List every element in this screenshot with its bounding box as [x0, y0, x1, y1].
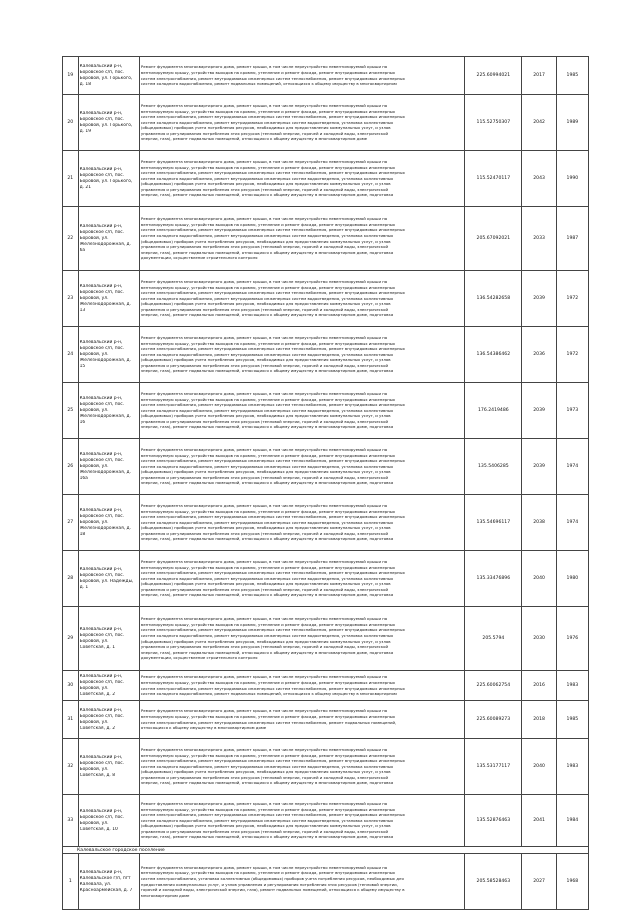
table-row: [63, 439, 589, 495]
built-year-cell: 1985: [556, 57, 588, 95]
works-line: Ремонт фундамента многоквартирного дома, ремонт крыши, в том числе переустройство невентилируемой крыши на: [140, 334, 388, 340]
works-line: вентилируемую крышу, устройство выходов на кровлю, утепление и ремонт фасада, ремонт внутридомовых инженерных: [140, 69, 396, 75]
table-row: [63, 551, 589, 607]
address-cell: [78, 57, 139, 95]
works-line: (общедомовых) приборов учета потребления ресурсов, необходимых для предоставления коммунальных услуг, и узлов: [140, 469, 391, 475]
works-line: (общедомовых) приборов учета потребления ресурсов, необходимых для предоставления коммунальных услуг, и узлов: [140, 238, 391, 244]
row-number: 30: [63, 671, 79, 701]
works-line: систем электроснабжения, ремонт внутридомовых инженерных систем теплоснабжения, ремонт внутридомовых инженерных: [140, 812, 405, 818]
works-cell: [139, 271, 464, 327]
address-line: Калевальский р-н,: [79, 395, 123, 401]
works-line: управления и регулирования потребления этих ресурсов (тепловой энергии, горячей и холодной воды, электрической: [140, 644, 389, 650]
works-line: Ремонт фундамента многоквартирного дома, ремонт крыши, в том числе переустройство невентилируемой крыши на: [140, 278, 388, 284]
works-cell: [139, 495, 464, 551]
address-line: Калевальский р-н,: [79, 754, 123, 760]
built-year-cell: 1980: [556, 551, 588, 607]
works-line: систем холодного водоснабжения, ремонт внутридомовых инженерных систем водоотведения, установка коллективных: [140, 175, 394, 181]
plan-year-cell: 2039: [522, 271, 556, 327]
built-year-cell: 1968: [556, 854, 588, 910]
area-cell: 176.2419486: [465, 383, 522, 439]
works-line: энергии, газа), ремонт подвальных помещений, относящихся к общему имуществу в многоквартирном доме, подготовка: [140, 592, 394, 598]
works-line: управления и регулирования потребления этих ресурсов (тепловой энергии, горячей и холодной воды, электрической: [140, 530, 389, 536]
table-row: [63, 207, 589, 271]
plan-year-cell: 2017: [522, 57, 556, 95]
works-line: систем электроснабжения, ремонт внутридомовых инженерных систем теплоснабжения, ремонт внутридомовых инженерных: [140, 627, 405, 633]
table-row: [63, 95, 589, 151]
built-year-cell: 1974: [556, 439, 588, 495]
address-cell: [78, 551, 139, 607]
table-row: [63, 607, 589, 671]
works-line: систем электроснабжения, установка коллективных (общедомовых) приборов учета потребления ресурсов, необходимых для: [140, 875, 404, 881]
area-cell: 205.58528463: [465, 854, 522, 910]
table-row: [63, 671, 589, 701]
works-line: Ремонт фундамента многоквартирного дома, ремонт крыши, в том числе переустройство невентилируемой крыши на: [140, 558, 388, 564]
works-line: систем электроснабжения, ремонт внутридомовых инженерных систем теплоснабжения, ремонт внутридомовых инженерных: [140, 346, 405, 352]
area-cell: 225.60089273: [465, 701, 522, 739]
row-number: 28: [63, 551, 79, 607]
works-line: вентилируемую крышу, устройство выходов на кровлю, утепление и ремонт фасада, ремонт внутридомовых инженерных: [140, 284, 396, 290]
works-cell: [139, 551, 464, 607]
address-line: Красноармейская, д. 7: [79, 887, 133, 893]
built-year-cell: 1973: [556, 383, 588, 439]
address-line: Боровой, ул. Горького,: [79, 178, 133, 184]
address-line: д. 18: [79, 81, 91, 87]
row-number: 22: [63, 207, 79, 271]
works-line: систем электроснабжения, ремонт внутридомовых инженерных систем теплоснабжения, ремонт внутридомовых инженерных: [140, 758, 405, 764]
works-line: энергии, газа), ремонт подвальных помещений, относящихся к общему имуществу в многоквартирном доме, подготовка: [140, 834, 394, 840]
address-cell: [78, 854, 139, 910]
address-cell: [78, 327, 139, 383]
row-number: 26: [63, 439, 79, 495]
built-year-cell: 1990: [556, 151, 588, 207]
address-line: Калевальский р-н,: [79, 507, 123, 513]
address-cell: [78, 671, 139, 701]
works-line: систем холодного водоснабжения, ремонт подвальных помещений, относящихся к общему имуществу в многоквартирном: [140, 691, 397, 697]
works-line: управления и регулирования потребления этих ресурсов (тепловой энергии, горячей и холодной воды, электрической: [140, 306, 389, 312]
address-line: Боровское с/п, пос.: [79, 814, 125, 820]
works-line: (общедомовых) приборов учета потребления ресурсов, необходимых для предоставления коммунальных услуг, и узлов: [140, 638, 391, 644]
works-line: документации, осуществление строительного контроля: [140, 655, 258, 661]
works-line: систем электроснабжения, ремонт внутридомовых инженерных систем теплоснабжения, ремонт внутридомовых инженерных: [140, 290, 405, 296]
address-cell: [78, 207, 139, 271]
address-line: Калевальский р-н,: [79, 707, 123, 713]
table-row: [63, 795, 589, 847]
works-line: Ремонт фундамента многоквартирного дома, ремонт крыши, в том числе переустройство невентилируемой крыши на: [140, 616, 388, 622]
works-cell: [139, 383, 464, 439]
works-line: управления и регулирования потребления этих ресурсов (тепловой энергии, горячей и холодной воды, электрической: [140, 244, 389, 250]
area-cell: 225.60062754: [465, 671, 522, 701]
works-line: управления и регулирования потребления этих ресурсов (тепловой энергии, горячей и холодной воды, электрической: [140, 774, 389, 780]
works-line: энергии, газа), ремонт подвальных помещений, относящихся к общему имуществу в многоквартирном доме, подготовка: [140, 192, 394, 198]
table-row: [63, 57, 589, 95]
address-line: Железнодорожная, д.: [79, 525, 131, 531]
works-line: (общедомовых) приборов учета потребления ресурсов, необходимых для предоставления коммунальных услуг, и узлов: [140, 181, 391, 187]
address-line: Боровой, ул.: [79, 407, 109, 413]
works-line: энергии, газа), ремонт подвальных помещений, относящихся к общему имуществу в многоквартирном доме, подготовка: [140, 368, 394, 374]
address-cell: [78, 383, 139, 439]
works-line: энергии, газа), ремонт подвальных помещений, относящихся к общему имуществу в многоквартирном доме: [140, 136, 368, 142]
works-line: систем электроснабжения, ремонт внутридомовых инженерных систем теплоснабжения, ремонт внутридомовых инженерных: [140, 227, 405, 233]
works-line: систем электроснабжения, ремонт внутридомовых инженерных систем теплоснабжения, ремонт внутридомовых инженерных: [140, 514, 405, 520]
works-line: вентилируемую крышу, устройство выходов на кровлю, утепление и ремонт фасада, ремонт внутридомовых инженерных: [140, 108, 396, 114]
address-cell: [78, 271, 139, 327]
works-cell: [139, 95, 464, 151]
works-cell: [139, 701, 464, 739]
address-line: Железнодорожная, д.: [79, 357, 131, 363]
address-cell: [78, 151, 139, 207]
built-year-cell: 1984: [556, 795, 588, 847]
works-cell: [139, 607, 464, 671]
address-line: Боровское с/п, пос.: [79, 713, 125, 719]
address-line: Боровой, ул.: [79, 719, 109, 725]
plan-year-cell: 2038: [522, 495, 556, 551]
table-row: [63, 151, 589, 207]
area-cell: 205.67092021: [465, 207, 522, 271]
plan-year-cell: 2043: [522, 151, 556, 207]
address-line: Советская, д. 2: [79, 691, 115, 697]
address-line: Боровой, ул.: [79, 685, 109, 691]
address-line: Боровское с/п, пос.: [79, 116, 125, 122]
address-line: Калевальский р-н,: [79, 110, 123, 116]
address-line: 16a: [79, 475, 88, 481]
works-line: Ремонт фундамента многоквартирного дома, ремонт крыши, в том числе переустройство невентилируемой крыши на: [140, 746, 388, 752]
plan-year-cell: 2036: [522, 327, 556, 383]
works-line: Ремонт фундамента многоквартирного дома, ремонт крыши, в том числе переустройство невентилируемой крыши на: [140, 674, 388, 680]
works-line: (общедомовых) приборов учета потребления ресурсов, необходимых для предоставления коммунальных услуг, и узлов: [140, 525, 391, 531]
address-line: Калевальский р-н,: [79, 283, 123, 289]
address-line: Боровское с/п, пос.: [79, 632, 125, 638]
works-line: систем холодного водоснабжения, ремонт внутридомовых инженерных систем водоотведения, установка коллективных: [140, 763, 394, 769]
table-row: [63, 854, 589, 910]
address-line: 13: [79, 307, 86, 313]
works-line: вентилируемую крышу, устройство выходов на кровлю, утепление и ремонт фасада, ремонт внутридомовых инженерных: [140, 679, 396, 685]
works-cell: [139, 327, 464, 383]
address-line: Советская, д. 2: [79, 725, 115, 731]
works-cell: [139, 439, 464, 495]
address-line: Боровой, ул.: [79, 519, 109, 525]
works-line: Ремонт фундамента многоквартирного дома, ремонт крыши, в том числе переустройство невентилируемой крыши на: [140, 864, 388, 870]
works-line: систем электроснабжения, ремонт внутридомовых инженерных систем теплоснабжения, ремонт внутридомовых инженерных: [140, 685, 405, 691]
works-line: энергии, газа), ремонт подвальных помещений, относящихся к общему имуществу в многоквартирном доме, подготовка: [140, 536, 394, 542]
area-cell: 135.54696117: [465, 495, 522, 551]
works-line: управления и регулирования потребления этих ресурсов (тепловой энергии, горячей и холодной воды, электрической: [140, 186, 389, 192]
address-cell: [78, 795, 139, 847]
works-line: (общедомовых) приборов учета потребления ресурсов, необходимых для предоставления коммунальных услуг, и узлов: [140, 581, 391, 587]
works-line: вентилируемую крышу, устройство выходов на кровлю, утепление и ремонт фасада, ремонт внутридомовых инженерных: [140, 221, 396, 227]
address-line: Железнодорожная, д.: [79, 413, 131, 419]
area-cell: 135.52876463: [465, 795, 522, 847]
address-line: Боровское с/п, пос.: [79, 289, 125, 295]
works-line: вентилируемую крышу, устройство выходов на кровлю, утепление и ремонт фасада, ремонт внутридомовых инженерных: [140, 564, 396, 570]
section-row: [63, 847, 589, 854]
address-line: Калевальское г/п, пгт: [79, 875, 131, 881]
address-line: Железнодорожная, д.: [79, 241, 131, 247]
works-line: Ремонт фундамента многоквартирного дома, ремонт крыши, в том числе переустройство невентилируемой крыши на: [140, 158, 388, 164]
plan-year-cell: 2041: [522, 795, 556, 847]
works-cell: [139, 671, 464, 701]
row-number: 20: [63, 95, 79, 151]
works-line: систем электроснабжения, ремонт внутридомовых инженерных систем теплоснабжения, ремонт внутридомовых инженерных: [140, 170, 405, 176]
area-cell: 225.60994021: [465, 57, 522, 95]
address-line: Советская, д. 10: [79, 826, 118, 832]
address-line: Боровой, ул.: [79, 351, 109, 357]
address-cell: [78, 739, 139, 795]
works-line: энергии, газа), ремонт подвальных помещений, относящихся к общему имуществу в многоквартирном доме, подготовка: [140, 480, 394, 486]
address-cell: [78, 701, 139, 739]
address-line: Боровское с/п, пос.: [79, 172, 125, 178]
works-line: многоквартирном доме: [140, 892, 190, 898]
table-row: [63, 383, 589, 439]
document-page: [62, 56, 589, 910]
works-line: систем холодного водоснабжения, ремонт внутридомовых инженерных систем водоотведения, установка коллективных: [140, 519, 394, 525]
address-line: Боровой, ул.: [79, 638, 109, 644]
row-number: 33: [63, 795, 79, 847]
works-line: энергии, газа), ремонт подвальных помещений, относящихся к общему имуществу в многоквартирном доме, подготовка: [140, 249, 394, 255]
works-line: энергии, газа), ремонт подвальных помещений, относящихся к общему имуществу в многоквартирном доме, подготовка: [140, 649, 394, 655]
address-line: Боровское с/п, пос.: [79, 572, 125, 578]
works-line: систем электроснабжения, ремонт внутридомовых инженерных систем теплоснабжения, ремонт внутридомовых инженерных: [140, 402, 405, 408]
address-line: Калевальский р-н,: [79, 626, 123, 632]
works-line: управления и регулирования потребления этих ресурсов (тепловой энергии, горячей и холодной воды, электрической: [140, 130, 389, 136]
address-line: Калевальский р-н,: [79, 566, 123, 572]
works-cell: [139, 795, 464, 847]
address-line: Боровское с/п, пос.: [79, 513, 125, 519]
works-line: вентилируемую крышу, устройство выходов на кровлю, утепление и ремонт фасада, ремонт внутридомовых инженерных: [140, 508, 396, 514]
works-line: систем холодного водоснабжения, ремонт внутридомовых инженерных систем водоотведения, установка коллективных: [140, 295, 394, 301]
built-year-cell: 1972: [556, 327, 588, 383]
built-year-cell: 1985: [556, 701, 588, 739]
address-line: Боровой, ул.: [79, 235, 109, 241]
address-line: Калевальский р-н,: [79, 166, 123, 172]
works-line: вентилируемую крышу, устройство выходов на кровлю, утепление и ремонт фасада, ремонт внутридомовых инженерных: [140, 713, 396, 719]
area-cell: 115.52750307: [465, 95, 522, 151]
area-cell: 135.5406285: [465, 439, 522, 495]
address-line: 18: [79, 531, 86, 537]
address-cell: [78, 95, 139, 151]
works-line: вентилируемую крышу, устройство выходов на кровлю, утепление и ремонт фасада, ремонт внутридомовых инженерных: [140, 806, 396, 812]
plan-year-cell: 2027: [522, 854, 556, 910]
works-line: управления и регулирования потребления этих ресурсов (тепловой энергии, горячей и холодной воды, электрической: [140, 474, 389, 480]
works-line: относящихся к общему имуществу в многоквартирном доме: [140, 725, 267, 731]
area-cell: 135.33476896: [465, 551, 522, 607]
works-line: систем электроснабжения, ремонт внутридомовых инженерных систем теплоснабжения, ремонт внутридомовых инженерных: [140, 570, 405, 576]
works-line: систем холодного водоснабжения, ремонт внутридомовых инженерных систем водоотведения, установка коллективных: [140, 632, 394, 638]
works-line: вентилируемую крышу, устройство выходов на кровлю, утепление и ремонт фасада, ремонт внутридомовых инженерных: [140, 752, 396, 758]
address-cell: [78, 439, 139, 495]
address-line: Боровой, ул.: [79, 463, 109, 469]
works-line: вентилируемую крышу, устройство выходов на кровлю, утепление и ремонт фасада, ремонт внутридомовых инженерных: [140, 396, 396, 402]
row-number: 32: [63, 739, 79, 795]
area-cell: 135.53177117: [465, 739, 522, 795]
plan-year-cell: 2033: [522, 207, 556, 271]
works-line: Ремонт фундамента многоквартирного дома, ремонт крыши, в том числе переустройство невентилируемой крыши на: [140, 64, 388, 70]
address-line: Калевальский р-н,: [79, 673, 123, 679]
row-number: 29: [63, 607, 79, 671]
address-line: Боровское с/п, пос.: [79, 401, 125, 407]
built-year-cell: 1972: [556, 271, 588, 327]
works-line: систем холодного водоснабжения, ремонт внутридомовых инженерных систем водоотведения, установка коллективных: [140, 232, 394, 238]
works-line: Ремонт фундамента многоквартирного дома, ремонт крыши, в том числе переустройство невентилируемой крыши на: [140, 502, 388, 508]
area-cell: 205.5794: [465, 607, 522, 671]
plan-year-cell: 2042: [522, 95, 556, 151]
address-line: Калевала, ул.: [79, 881, 112, 887]
works-line: (общедомовых) приборов учета потребления ресурсов, необходимых для предоставления коммунальных услуг, и узлов: [140, 769, 391, 775]
works-line: (общедомовых) приборов учета потребления ресурсов, необходимых для предоставления коммунальных услуг, и узлов: [140, 357, 391, 363]
works-line: горячей и холодной воды, электрической энергии, газа), ремонт подвальных помещений, относящихся к общему имуществу в: [140, 887, 405, 893]
built-year-cell: 1983: [556, 671, 588, 701]
address-line: Железнодорожная, д.: [79, 301, 131, 307]
built-year-cell: 1983: [556, 739, 588, 795]
address-line: Боровское с/п, пос.: [79, 760, 125, 766]
works-line: систем электроснабжения, ремонт внутридомовых инженерных систем теплоснабжения, ремонт подвальных помещений,: [140, 719, 397, 725]
row-number: 24: [63, 327, 79, 383]
works-line: систем холодного водоснабжения, ремонт внутридомовых инженерных систем водоотведения, установка коллективных: [140, 817, 394, 823]
works-line: энергии, газа), ремонт подвальных помещений, относящихся к общему имуществу в многоквартирном доме, подготовка: [140, 780, 394, 786]
works-line: предоставления коммунальных услуг, и узлов управления и регулирования потребления этих ресурсов (тепловой энергии,: [140, 881, 398, 887]
address-line: Боровское с/п, пос.: [79, 345, 125, 351]
built-year-cell: 1989: [556, 95, 588, 151]
works-line: Ремонт фундамента многоквартирного дома, ремонт крыши, в том числе переустройство невентилируемой крыши на: [140, 390, 388, 396]
address-cell: [78, 607, 139, 671]
plan-year-cell: 2039: [522, 383, 556, 439]
works-line: (общедомовых) приборов учета потребления ресурсов, необходимых для предоставления коммунальных услуг, и узлов: [140, 413, 391, 419]
table-body: [63, 57, 589, 910]
address-line: Советская, д. 1: [79, 644, 115, 650]
built-year-cell: 1974: [556, 495, 588, 551]
area-cell: 115.52470117: [465, 151, 522, 207]
built-year-cell: 1976: [556, 607, 588, 671]
plan-year-cell: 2039: [522, 439, 556, 495]
address-line: 15: [79, 363, 86, 369]
address-line: Советская, д. 8: [79, 772, 115, 778]
works-line: Ремонт фундамента многоквартирного дома, ремонт крыши, в том числе переустройство невентилируемой крыши на: [140, 102, 388, 108]
works-line: вентилируемую крышу, устройство выходов на кровлю, утепление и ремонт фасада, ремонт внутридомовых инженерных: [140, 340, 396, 346]
works-cell: [139, 151, 464, 207]
works-line: Ремонт фундамента многоквартирного дома, ремонт крыши, в том числе переустройство невентилируемой крыши на: [140, 708, 388, 714]
works-line: вентилируемую крышу, устройство выходов на кровлю, утепление и ремонт фасада, ремонт внутридомовых инженерных: [140, 452, 396, 458]
works-line: (общедомовых) приборов учета потребления ресурсов, необходимых для предоставления коммунальных услуг, и узлов: [140, 301, 391, 307]
table-row: [63, 701, 589, 739]
works-line: энергии, газа), ремонт подвальных помещений, относящихся к общему имуществу в многоквартирном доме, подготовка: [140, 312, 394, 318]
address-line: Боровское с/п, пос.: [79, 679, 125, 685]
address-line: Боровой, ул. Надежды,: [79, 578, 134, 584]
address-cell: [78, 495, 139, 551]
works-line: Ремонт фундамента многоквартирного дома, ремонт крыши, в том числе переустройство невентилируемой крыши на: [140, 216, 388, 222]
works-line: вентилируемую крышу, устройство выходов на кровлю, утепление и ремонт фасада, ремонт внутридомовых инженерных: [140, 621, 396, 627]
address-line: Калевальский р-н,: [79, 223, 123, 229]
works-cell: [139, 207, 464, 271]
address-line: Боровой, ул.: [79, 820, 109, 826]
works-line: Ремонт фундамента многоквартирного дома, ремонт крыши, в том числе переустройство невентилируемой крыши на: [140, 800, 388, 806]
built-year-cell: 1987: [556, 207, 588, 271]
works-line: систем холодного водоснабжения, ремонт подвальных помещений, относящихся к общему имуществу в многоквартирном: [140, 81, 397, 87]
address-line: Боровское с/п, пос.: [79, 69, 125, 75]
capital-repair-table: [62, 56, 589, 910]
works-line: систем холодного водоснабжения, ремонт внутридомовых инженерных систем водоотведения, установка коллективных: [140, 463, 394, 469]
works-line: вентилируемую крышу, устройство выходов на кровлю, утепление и ремонт фасада, ремонт внутридомовых инженерных: [140, 870, 396, 876]
table-row: [63, 271, 589, 327]
works-line: систем холодного водоснабжения, ремонт внутридомовых инженерных систем водоотведения, установка коллективных: [140, 119, 394, 125]
row-number: 19: [63, 57, 79, 95]
address-line: Боровой, ул. Горького,: [79, 122, 133, 128]
works-line: энергии, газа), ремонт подвальных помещений, относящихся к общему имуществу в многоквартирном доме, подготовка: [140, 424, 394, 430]
table-row: [63, 327, 589, 383]
address-line: Боровой, ул.: [79, 295, 109, 301]
address-line: Железнодорожная, д.: [79, 469, 131, 475]
address-line: Калевальский р-н,: [79, 451, 123, 457]
row-number: 31: [63, 701, 79, 739]
works-line: систем электроснабжения, ремонт внутридомовых инженерных систем теплоснабжения, ремонт внутридомовых инженерных: [140, 458, 405, 464]
address-line: Калевальский р-н,: [79, 63, 123, 69]
row-number: 23: [63, 271, 79, 327]
works-line: управления и регулирования потребления этих ресурсов (тепловой энергии, горячей и холодной воды, электрической: [140, 418, 389, 424]
works-cell: [139, 57, 464, 95]
area-cell: 136.54386462: [465, 327, 522, 383]
plan-year-cell: 2018: [522, 701, 556, 739]
works-line: систем холодного водоснабжения, ремонт внутридомовых инженерных систем водоотведения, установка коллективных: [140, 575, 394, 581]
section-title: Калевальское городское поселение: [63, 847, 589, 854]
address-line: Калевальский р-н,: [79, 869, 123, 875]
address-line: 6a: [79, 247, 86, 253]
address-line: д. 19: [79, 128, 91, 134]
plan-year-cell: 2030: [522, 607, 556, 671]
works-line: систем холодного водоснабжения, ремонт внутридомовых инженерных систем водоотведения, установка коллективных: [140, 407, 394, 413]
address-line: Калевальский р-н,: [79, 339, 123, 345]
works-line: управления и регулирования потребления этих ресурсов (тепловой энергии, горячей и холодной воды, электрической: [140, 828, 389, 834]
address-line: Боровское с/п, пос.: [79, 229, 125, 235]
address-line: 16: [79, 419, 86, 425]
works-line: систем холодного водоснабжения, ремонт внутридомовых инженерных систем водоотведения, установка коллективных: [140, 351, 394, 357]
plan-year-cell: 2040: [522, 739, 556, 795]
row-number: 27: [63, 495, 79, 551]
address-line: Боровой, ул. Горького,: [79, 75, 133, 81]
works-cell: [139, 739, 464, 795]
works-line: (общедомовых) приборов учета потребления ресурсов, необходимых для предоставления коммунальных услуг, и узлов: [140, 823, 391, 829]
works-line: управления и регулирования потребления этих ресурсов (тепловой энергии, горячей и холодной воды, электрической: [140, 586, 389, 592]
works-line: Ремонт фундамента многоквартирного дома, ремонт крыши, в том числе переустройство невентилируемой крыши на: [140, 446, 388, 452]
address-line: д. 1: [79, 584, 89, 590]
table-row: [63, 739, 589, 795]
address-line: Боровой, ул.: [79, 766, 109, 772]
works-line: вентилируемую крышу, устройство выходов на кровлю, утепление и ремонт фасада, ремонт внутридомовых инженерных: [140, 164, 396, 170]
works-line: документации, осуществление строительного контроля: [140, 255, 258, 261]
address-line: д. 21: [79, 184, 91, 190]
table-row: [63, 495, 589, 551]
works-line: управления и регулирования потребления этих ресурсов (тепловой энергии, горячей и холодной воды, электрической: [140, 362, 389, 368]
works-line: (общедомовых) приборов учета потребления ресурсов, необходимых для предоставления коммунальных услуг, и узлов: [140, 125, 391, 131]
plan-year-cell: 2016: [522, 671, 556, 701]
row-number: 25: [63, 383, 79, 439]
works-cell: [139, 854, 464, 910]
row-number: 21: [63, 151, 79, 207]
row-number: 1: [63, 854, 79, 910]
address-line: Боровское с/п, пос.: [79, 457, 125, 463]
plan-year-cell: 2040: [522, 551, 556, 607]
address-line: Калевальский р-н,: [79, 808, 123, 814]
works-line: систем электроснабжения, ремонт внутридомовых инженерных систем теплоснабжения, ремонт внутридомовых инженерных: [140, 75, 405, 81]
area-cell: 136.54282658: [465, 271, 522, 327]
works-line: систем электроснабжения, ремонт внутридомовых инженерных систем теплоснабжения, ремонт внутридомовых инженерных: [140, 114, 405, 120]
